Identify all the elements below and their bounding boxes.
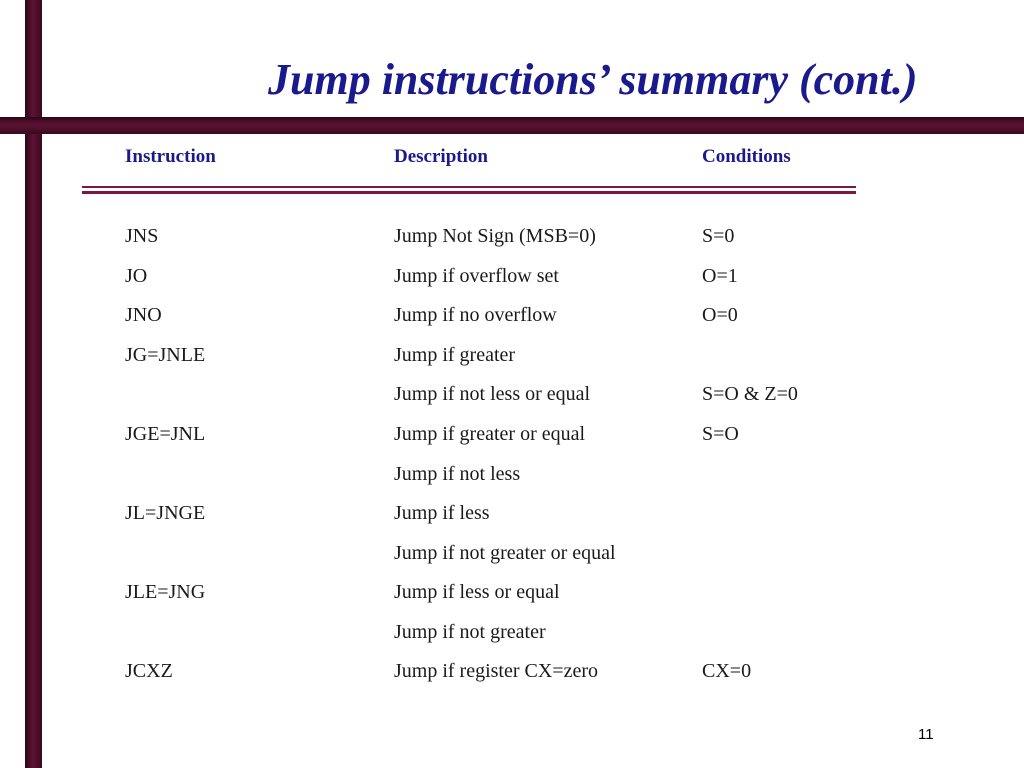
- header-conditions: Conditions: [702, 146, 791, 167]
- row-2-instruction: JO: [125, 265, 148, 287]
- page-title: Jump instructions’ summary (cont.): [268, 55, 918, 104]
- row-11-description: Jump if not greater: [394, 621, 546, 643]
- row-3-description: Jump if no overflow: [394, 304, 557, 326]
- row-8-description: Jump if less: [394, 502, 490, 524]
- header-instruction: Instruction: [125, 146, 216, 167]
- row-10-description: Jump if less or equal: [394, 581, 560, 603]
- horizontal-accent-bar: [0, 117, 1024, 134]
- row-7-description: Jump if not less: [394, 463, 521, 485]
- row-5-condition: S=O & Z=0: [702, 383, 798, 405]
- row-10-instruction: JLE=JNG: [125, 581, 206, 603]
- row-8-instruction: JL=JNGE: [125, 502, 206, 524]
- row-6-description: Jump if greater or equal: [394, 423, 586, 445]
- header-divider-bottom: [82, 191, 856, 194]
- row-12-description: Jump if register CX=zero: [394, 660, 599, 682]
- row-3-instruction: JNO: [125, 304, 162, 326]
- row-1-instruction: JNS: [125, 225, 159, 247]
- row-6-condition: S=O: [702, 423, 739, 445]
- row-9-description: Jump if not greater or equal: [394, 542, 616, 564]
- row-2-condition: O=1: [702, 265, 738, 287]
- row-2-description: Jump if overflow set: [394, 265, 559, 287]
- header-description: Description: [394, 146, 488, 167]
- row-1-description: Jump Not Sign (MSB=0): [394, 225, 596, 247]
- row-5-description: Jump if not less or equal: [394, 383, 591, 405]
- page-number: 11: [918, 726, 934, 743]
- row-6-instruction: JGE=JNL: [125, 423, 206, 445]
- row-1-condition: S=0: [702, 225, 735, 247]
- vertical-accent-bar: [25, 0, 42, 768]
- row-12-instruction: JCXZ: [125, 660, 173, 682]
- row-4-description: Jump if greater: [394, 344, 516, 366]
- row-4-instruction: JG=JNLE: [125, 344, 206, 366]
- row-12-condition: CX=0: [702, 660, 752, 682]
- header-divider-top: [82, 186, 856, 188]
- row-3-condition: O=0: [702, 304, 738, 326]
